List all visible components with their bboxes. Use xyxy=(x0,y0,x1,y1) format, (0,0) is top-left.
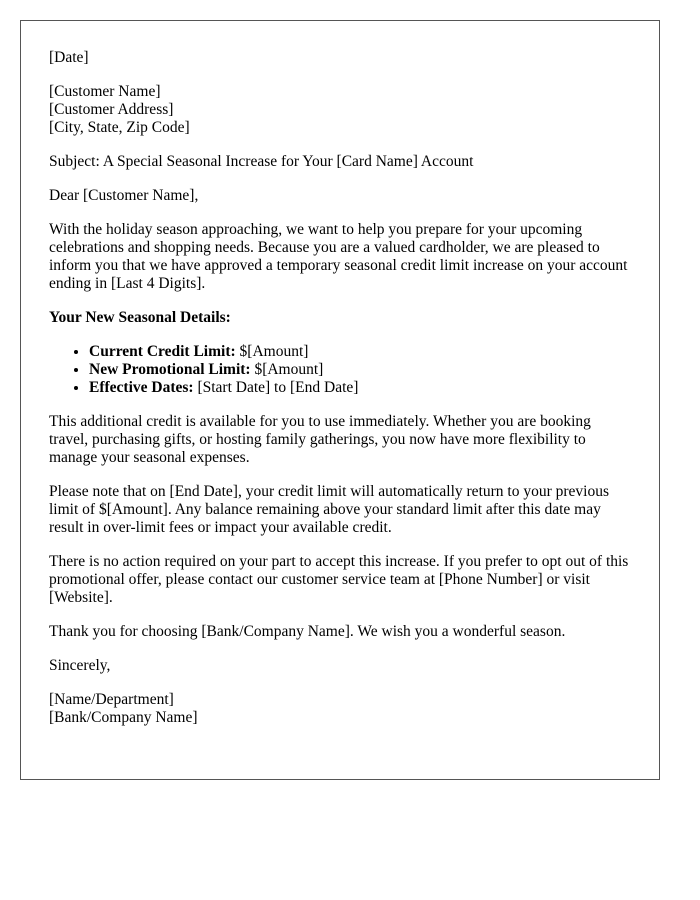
detail-value: $[Amount] xyxy=(235,343,309,360)
recipient-name: [Customer Name] xyxy=(49,83,161,100)
detail-item-effective-dates xyxy=(89,379,631,397)
details-heading: Your New Seasonal Details: xyxy=(49,309,231,326)
closing-thanks: Thank you for choosing [Bank/Company Name]. We wish you a wonderful season. xyxy=(49,623,566,640)
signature-name-department: [Name/Department] xyxy=(49,691,174,708)
details-list xyxy=(49,343,631,397)
availability-paragraph: This additional credit is available for you to use immediately. Whether you are booking travel, purchasing gifts, or hosting family gatherings, you now have more flexibility to manage your seasonal expenses. xyxy=(49,413,591,466)
recipient-address: [Customer Address] xyxy=(49,101,174,118)
letter-date: [Date] xyxy=(49,49,89,66)
note-paragraph: Please note that on [End Date], your credit limit will automatically return to your previous limit of $[Amount]. Any balance remaining above your standard limit after this date may result in over-limit fees or impact your available credit. xyxy=(49,483,610,536)
detail-label: New Promotional Limit: xyxy=(89,361,251,378)
signoff: Sincerely, xyxy=(49,657,111,674)
action-paragraph: There is no action required on your part to accept this increase. If you prefer to opt out of this promotional offer, please contact our customer service team at [Phone Number] or visit [Website]. xyxy=(49,553,629,606)
letter-document xyxy=(20,20,660,780)
detail-label: Current Credit Limit: xyxy=(89,343,236,360)
letter-subject: Subject: A Special Seasonal Increase for Your [Card Name] Account xyxy=(49,153,474,170)
detail-value: [Start Date] to [End Date] xyxy=(193,379,359,396)
detail-value: $[Amount] xyxy=(250,361,324,378)
signature-block xyxy=(49,691,631,727)
intro-paragraph: With the holiday season approaching, we want to help you prepare for your upcoming celebrations and shopping needs. Because you are a valued cardholder, we are pleased to inform you that we have approved a temporary seasonal credit limit increase on your account ending in [Last 4 Digits]. xyxy=(49,221,628,292)
recipient-city-state-zip: [City, State, Zip Code] xyxy=(49,119,190,136)
letter-salutation: Dear [Customer Name], xyxy=(49,187,199,204)
signature-company: [Bank/Company Name] xyxy=(49,709,198,726)
detail-item-promotional-limit xyxy=(89,361,631,379)
detail-item-current-limit xyxy=(89,343,631,361)
recipient-address-block xyxy=(49,83,631,137)
detail-label: Effective Dates: xyxy=(89,379,194,396)
